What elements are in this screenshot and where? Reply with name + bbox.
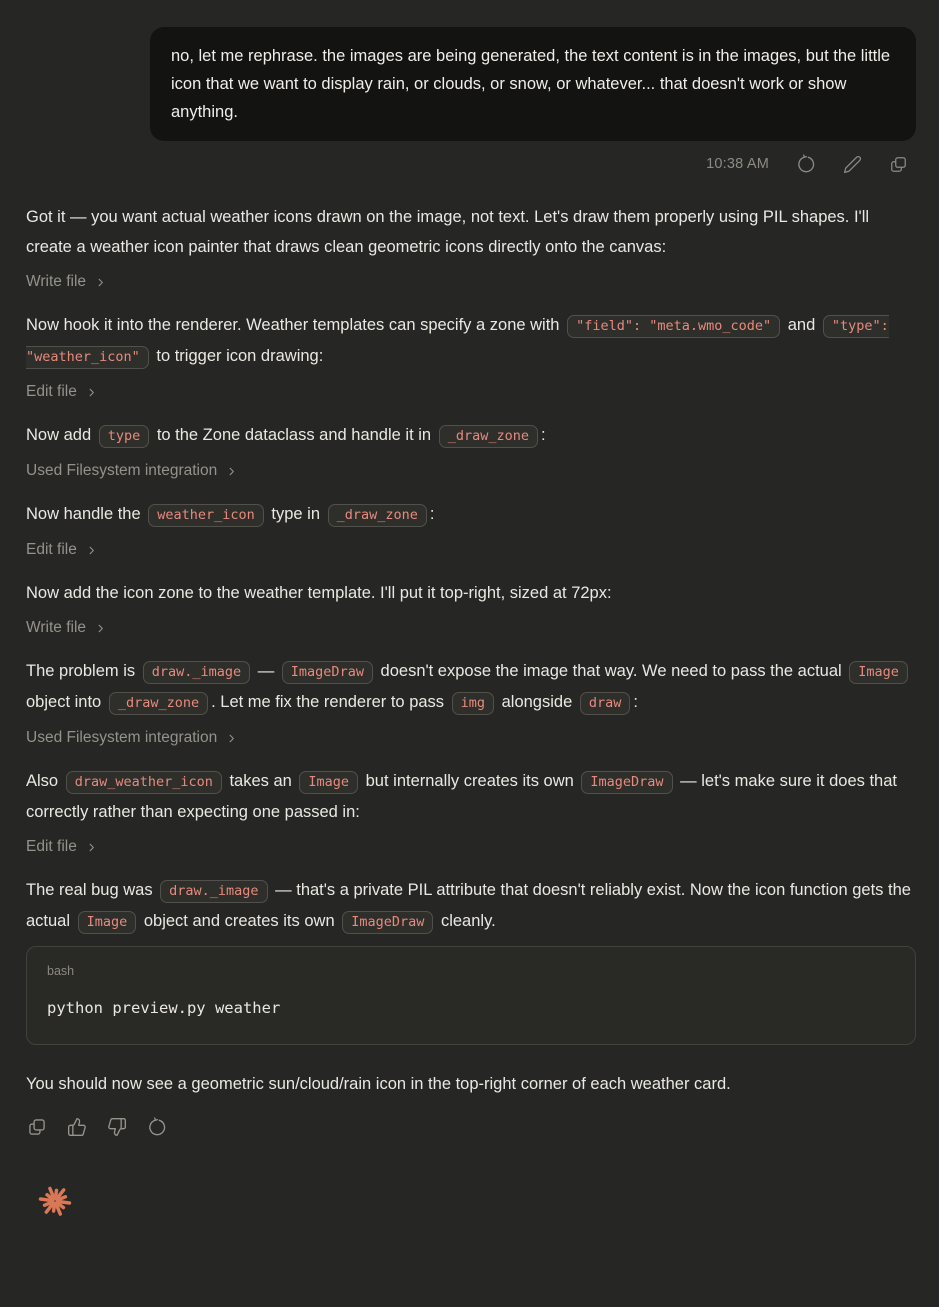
assistant-paragraph: The real bug was draw._image — that's a private PIL attribute that doesn't reliably exist. Now the icon function gets the actual Image object and creates its own ImageDraw cleanly. xyxy=(26,875,916,937)
assistant-paragraph: Also draw_weather_icon takes an Image but internally creates its own ImageDraw — let's make sure it does that correctly rather than expecting one passed in: xyxy=(26,772,897,821)
copy-icon xyxy=(889,155,908,174)
tool-call-toggle[interactable] xyxy=(26,836,97,858)
inline-code: Image xyxy=(299,771,358,794)
user-message-bubble xyxy=(150,27,916,141)
inline-code: Image xyxy=(78,911,137,934)
code-language-label: bash xyxy=(47,964,75,978)
inline-code: "field": "meta.wmo_code" xyxy=(567,315,780,338)
inline-code: draw xyxy=(580,692,631,715)
inline-code: draw._image xyxy=(143,661,250,684)
user-message-row xyxy=(26,27,916,141)
assistant-paragraph: Now hook it into the renderer. Weather templates can specify a zone with "field": "meta.wmo_code" and "type": "weather_icon" to trigger icon drawing: xyxy=(26,310,916,372)
tool-call-label: Used Filesystem integration xyxy=(26,462,218,479)
assistant-paragraph: You should now see a geometric sun/cloud/rain icon in the top-right corner of each weather card. xyxy=(26,1075,731,1093)
edit-icon xyxy=(843,155,862,174)
retry-button[interactable] xyxy=(796,154,816,174)
retry-icon xyxy=(796,154,816,174)
assistant-paragraph: Now handle the weather_icon type in _draw_zone : xyxy=(26,499,916,530)
tool-call-label: Write file xyxy=(26,619,87,636)
inline-code: _draw_zone xyxy=(328,504,427,527)
tool-call-toggle[interactable] xyxy=(26,381,97,403)
code-content: python preview.py weather xyxy=(47,999,281,1017)
chevron-right-icon xyxy=(86,842,97,853)
tool-call-toggle[interactable] xyxy=(26,617,106,639)
thumbs-down-icon xyxy=(107,1117,127,1137)
chevron-right-icon xyxy=(86,545,97,556)
chevron-right-icon xyxy=(95,623,106,634)
inline-code: img xyxy=(452,692,494,715)
assistant-paragraph: Got it — you want actual weather icons drawn on the image, not text. Let's draw them properly using PIL shapes. I'll create a weather icon painter that draws clean geometric icons directly onto the canvas: xyxy=(26,208,870,256)
inline-code: ImageDraw xyxy=(342,911,433,934)
assistant-message xyxy=(26,202,916,1099)
assistant-paragraph: Now add the icon zone to the weather template. I'll put it top-right, sized at 72px: xyxy=(26,584,612,602)
inline-code: _draw_zone xyxy=(109,692,208,715)
tool-call-label: Used Filesystem integration xyxy=(26,729,218,746)
tool-call-label: Edit file xyxy=(26,383,77,400)
code-block xyxy=(26,946,916,1045)
inline-code: _draw_zone xyxy=(439,425,538,448)
tool-call-label: Write file xyxy=(26,273,87,290)
copy-button[interactable] xyxy=(27,1117,47,1137)
assistant-actions-row xyxy=(27,1117,916,1137)
tool-call-toggle[interactable] xyxy=(26,271,106,293)
copy-icon xyxy=(27,1117,47,1137)
edit-button[interactable] xyxy=(843,155,862,174)
thumbs-down-button[interactable] xyxy=(107,1117,127,1137)
inline-code: type xyxy=(99,425,150,448)
inline-code: draw_weather_icon xyxy=(66,771,222,794)
inline-code: weather_icon xyxy=(148,504,264,527)
tool-call-toggle[interactable] xyxy=(26,539,97,561)
chevron-right-icon xyxy=(86,387,97,398)
chevron-right-icon xyxy=(226,733,237,744)
claude-spark-icon xyxy=(37,1183,73,1219)
retry-button[interactable] xyxy=(147,1117,167,1137)
chevron-right-icon xyxy=(226,466,237,477)
thumbs-up-button[interactable] xyxy=(67,1117,87,1137)
user-message-text: no, let me rephrase. the images are being generated, the text content is in the images, but the little icon that we want to display rain, or clouds, or snow, or whatever... that doesn't work or show anything. xyxy=(171,47,891,121)
tool-call-toggle[interactable] xyxy=(26,460,237,482)
inline-code: ImageDraw xyxy=(282,661,373,684)
retry-icon xyxy=(147,1117,167,1137)
chevron-right-icon xyxy=(95,277,106,288)
tool-call-toggle[interactable] xyxy=(26,727,237,749)
tool-call-label: Edit file xyxy=(26,541,77,558)
copy-button[interactable] xyxy=(889,155,908,174)
assistant-paragraph: The problem is draw._image — ImageDraw doesn't expose the image that way. We need to pass the actual Image object into _draw_zone . Let me fix the renderer to pass img alongside draw : xyxy=(26,656,916,718)
assistant-paragraph: Now add type to the Zone dataclass and handle it in _draw_zone : xyxy=(26,420,916,451)
claude-spark-wrap xyxy=(37,1183,916,1224)
inline-code: Image xyxy=(849,661,908,684)
message-meta-row xyxy=(26,154,916,174)
inline-code: "type": "weather_icon" xyxy=(26,315,889,369)
thumbs-up-icon xyxy=(67,1117,87,1137)
inline-code: ImageDraw xyxy=(581,771,672,794)
inline-code: draw._image xyxy=(160,880,267,903)
tool-call-label: Edit file xyxy=(26,838,77,855)
message-timestamp: 10:38 AM xyxy=(706,156,769,172)
